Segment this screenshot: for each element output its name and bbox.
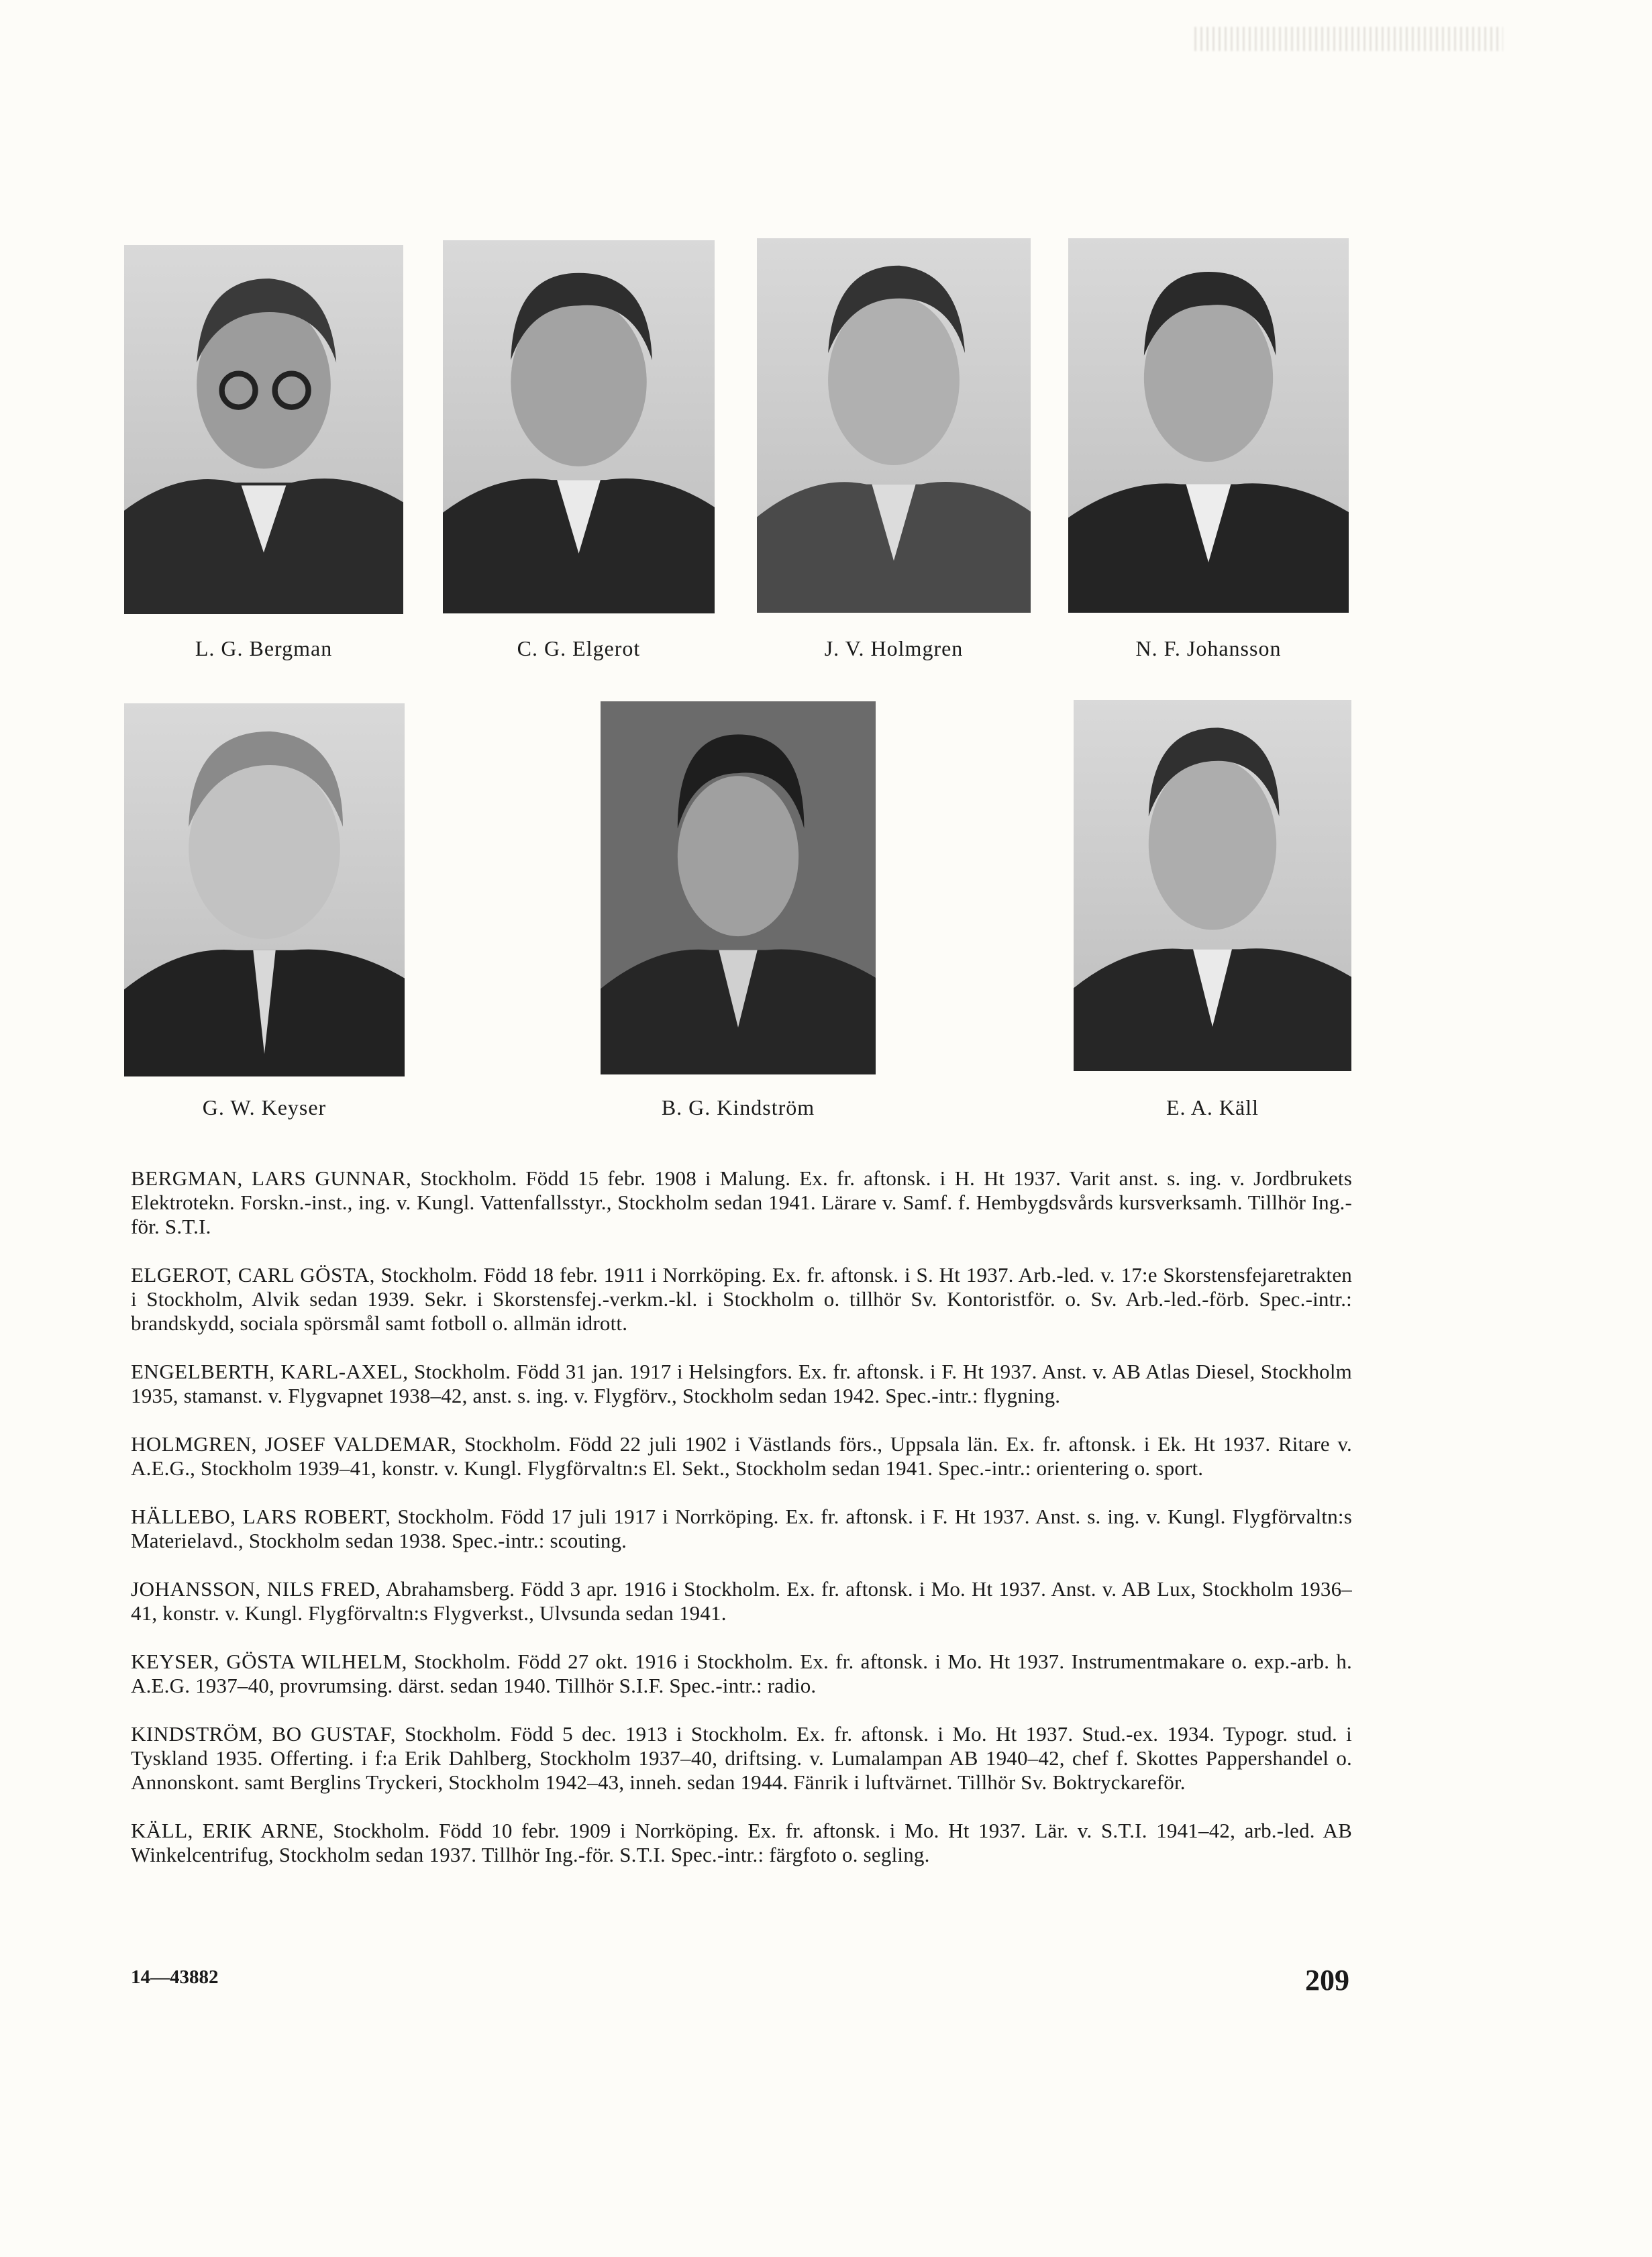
- biography-text: Stockholm. Född 10 febr. 1909 i Norrköping. Ex. fr. aftonsk. i Mo. Ht 1937. Lär. v. S.T.I. 1941–42, arb.-led. AB Winkelcentrifug, Stockholm sedan 1937. Tillhör Ing.-för. S.T.I. Spec.-intr.: färgfoto o. segling.: [131, 1819, 1352, 1866]
- photo-caption: G. W. Keyser: [202, 1095, 327, 1119]
- biography-text: Stockholm. Född 31 jan. 1917 i Helsingfors. Ex. fr. aftonsk. i F. Ht 1937. Anst. v. AB Atlas Diesel, Stockholm 1935, stamanst. v. Flygvapnet 1938–42, anst. s. ing. v. Flygförv., Stockholm sedan 1942. Spec.-intr.: flygning.: [131, 1360, 1352, 1407]
- photo-caption: J. V. Holmgren: [824, 636, 964, 660]
- portrait-photo-johansson: [1068, 238, 1349, 613]
- photo-caption: B. G. Kindström: [661, 1095, 815, 1119]
- biography-name: KINDSTRÖM, BO GUSTAF,: [131, 1722, 396, 1746]
- biography-entry: [131, 1505, 1352, 1553]
- photo-caption: L. G. Bergman: [195, 636, 333, 660]
- biography-text: Stockholm. Född 17 juli 1917 i Norrköping. Ex. fr. aftonsk. i F. Ht 1937. Anst. s. ing. v. Kungl. Flygförvaltn:s Materielavd., Stockholm sedan 1938. Spec.-intr.: scouting.: [131, 1505, 1352, 1552]
- biography-text: Abrahamsberg. Född 3 apr. 1916 i Stockholm. Ex. fr. aftonsk. i Mo. Ht 1937. Anst. v. AB Lux, Stockholm 1936–41, konstr. v. Kungl. Flygförvaltn:s Flygverkst., Ulvsunda sedan 1941.: [131, 1577, 1353, 1625]
- photo-caption: C. G. Elgerot: [517, 636, 641, 660]
- biography-text: Stockholm. Född 18 febr. 1911 i Norrköping. Ex. fr. aftonsk. i S. Ht 1937. Arb.-led. v. 17:e Skorstensfejaretrakten i Stockholm, Alvik sedan 1939. Sekr. i Skorstensfej.-verkm.-kl. i Stockholm o. tillhör Sv. Kontoristför. o. Sv. Arb.-led.-förb. Spec.-intr.: brandskydd, sociala spörsmål samt fotboll o. allmän idrott.: [131, 1263, 1353, 1335]
- biography-entry: [131, 1650, 1352, 1698]
- photo-caption: N. F. Johansson: [1135, 636, 1282, 660]
- biography-name: HOLMGREN, JOSEF VALDEMAR,: [131, 1432, 457, 1456]
- biography-text: Stockholm. Född 15 febr. 1908 i Malung. Ex. fr. aftonsk. i H. Ht 1937. Varit anst. s. ing. v. Jordbrukets Elektrotekn. Forskn.-inst., ing. v. Kungl. Vattenfallsstyr., Stockholm sedan 1941. Lärare v. Samf. f. Hembygdsvårds kursverksamh. Tillhör Ing.-för. S.T.I.: [131, 1166, 1352, 1238]
- portrait-photo-kindstrom: [601, 701, 876, 1074]
- biography-text: Stockholm. Född 5 dec. 1913 i Stockholm. Ex. fr. aftonsk. i Mo. Ht 1937. Stud.-ex. 1934. Typogr. stud. i Tyskland 1935. Offerting. i f:a Erik Dahlberg, Stockholm 1937–40, driftsing. v. Lumalampan AB 1940–42, chef f. Skottes Pappershandel o. Annonskont. samt Berglins Tryckeri, Stockholm 1942–43, inneh. sedan 1944. Fänrik i luftvärnet. Tillhör Sv. Boktryckareför.: [131, 1722, 1352, 1794]
- biography-text: Stockholm. Född 27 okt. 1916 i Stockholm. Ex. fr. aftonsk. i Mo. Ht 1937. Instrumentmakare o. exp.-arb. h. A.E.G. 1937–40, provrumsing. därst. sedan 1940. Tillhör S.I.F. Spec.-intr.: radio.: [131, 1650, 1352, 1697]
- portrait-photo-bergman: [124, 245, 403, 614]
- biography-name: HÄLLEBO, LARS ROBERT,: [131, 1505, 391, 1528]
- biography-entry: [131, 1360, 1352, 1408]
- biography-name: KEYSER, GÖSTA WILHELM,: [131, 1650, 407, 1673]
- biography-text: Stockholm. Född 22 juli 1902 i Västlands förs., Uppsala län. Ex. fr. aftonsk. i Ek. Ht 1937. Ritare v. A.E.G., Stockholm 1939–41, konstr. v. Kungl. Flygförvaltn:s El. Sekt., Stockholm sedan 1941. Spec.-intr.: orientering o. sport.: [131, 1432, 1353, 1480]
- portrait-photo-kall: [1074, 700, 1351, 1071]
- biography-entry: [131, 1432, 1352, 1481]
- biography-entry: [131, 1263, 1352, 1336]
- biography-entry: [131, 1577, 1352, 1625]
- biography-name: ENGELBERTH, KARL-AXEL,: [131, 1360, 409, 1383]
- portrait-photo-holmgren: [757, 238, 1031, 613]
- biography-entry: [131, 1166, 1352, 1239]
- biography-name: BERGMAN, LARS GUNNAR,: [131, 1166, 412, 1190]
- biography-entry: [131, 1722, 1352, 1795]
- page-number: 209: [1305, 1964, 1349, 1997]
- photo-caption: E. A. Käll: [1166, 1095, 1259, 1119]
- biography-name: KÄLL, ERIK ARNE,: [131, 1819, 324, 1842]
- biography-name: ELGEROT, CARL GÖSTA,: [131, 1263, 375, 1287]
- portrait-photo-elgerot: [443, 240, 715, 613]
- printer-signature: 14—43882: [131, 1966, 219, 1988]
- scan-artifact: [1194, 27, 1503, 51]
- biography-entry: [131, 1819, 1352, 1867]
- portrait-photo-keyser: [124, 703, 405, 1076]
- biography-name: JOHANSSON, NILS FRED,: [131, 1577, 381, 1601]
- biography-list: [131, 1166, 1352, 1891]
